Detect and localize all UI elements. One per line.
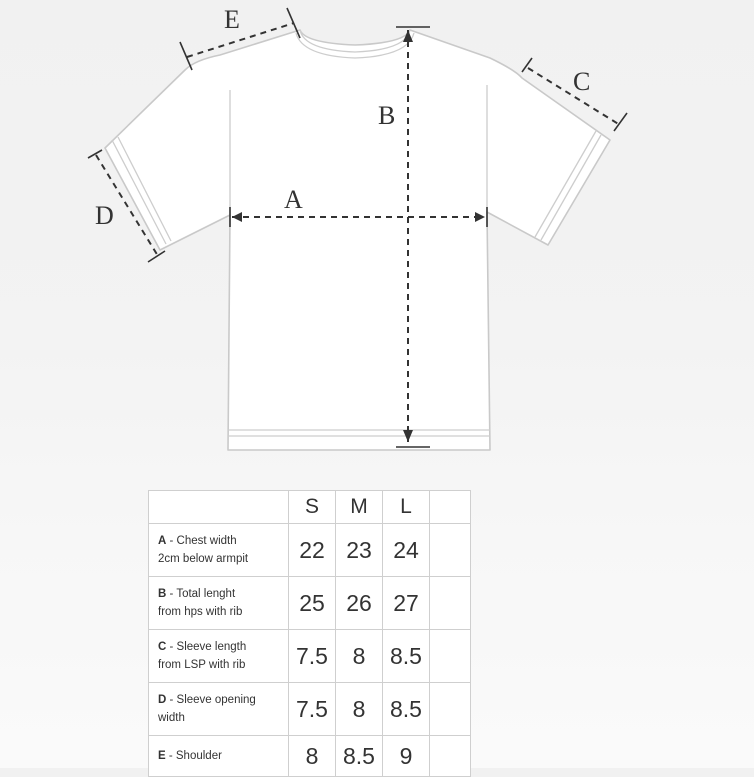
dimension-label-b: B: [378, 101, 396, 130]
cell-b-m: 26: [336, 577, 383, 630]
row-label-e: E - Shoulder: [149, 736, 289, 777]
table-row-a: [149, 524, 471, 577]
column-header-m: M: [336, 491, 383, 524]
row-label-a: A - Chest width 2cm below armpit: [149, 524, 289, 577]
size-chart-table: [148, 490, 471, 777]
cell-c-s: 7.5: [289, 630, 336, 683]
cell-a-m: 23: [336, 524, 383, 577]
column-header-l: L: [383, 491, 430, 524]
cell-a-empty: [430, 524, 471, 577]
cell-e-m: 8.5: [336, 736, 383, 777]
dimension-label-a: A: [284, 185, 303, 214]
cell-e-l: 9: [383, 736, 430, 777]
cell-c-empty: [430, 630, 471, 683]
dimension-label-d: D: [95, 201, 114, 230]
cell-b-l: 27: [383, 577, 430, 630]
table-header-blank: [149, 491, 289, 524]
row-label-b: B - Total lenght from hps with rib: [149, 577, 289, 630]
table-header-row: [149, 491, 471, 524]
cell-b-empty: [430, 577, 471, 630]
cell-e-s: 8: [289, 736, 336, 777]
table-row-d: [149, 683, 471, 736]
column-header-s: S: [289, 491, 336, 524]
column-header-empty: [430, 491, 471, 524]
cell-a-l: 24: [383, 524, 430, 577]
table-row-c: [149, 630, 471, 683]
cell-b-s: 25: [289, 577, 336, 630]
tshirt-outline: [105, 30, 610, 450]
cell-d-m: 8: [336, 683, 383, 736]
cell-a-s: 22: [289, 524, 336, 577]
row-label-d: D - Sleeve opening width: [149, 683, 289, 736]
cell-d-l: 8.5: [383, 683, 430, 736]
dimension-label-e: E: [224, 5, 240, 34]
cell-e-empty: [430, 736, 471, 777]
cell-c-m: 8: [336, 630, 383, 683]
row-label-c: C - Sleeve length from LSP with rib: [149, 630, 289, 683]
cell-d-empty: [430, 683, 471, 736]
table-row-e: [149, 736, 471, 777]
cell-d-s: 7.5: [289, 683, 336, 736]
cell-c-l: 8.5: [383, 630, 430, 683]
dimension-label-c: C: [573, 67, 591, 96]
table-row-b: [149, 577, 471, 630]
